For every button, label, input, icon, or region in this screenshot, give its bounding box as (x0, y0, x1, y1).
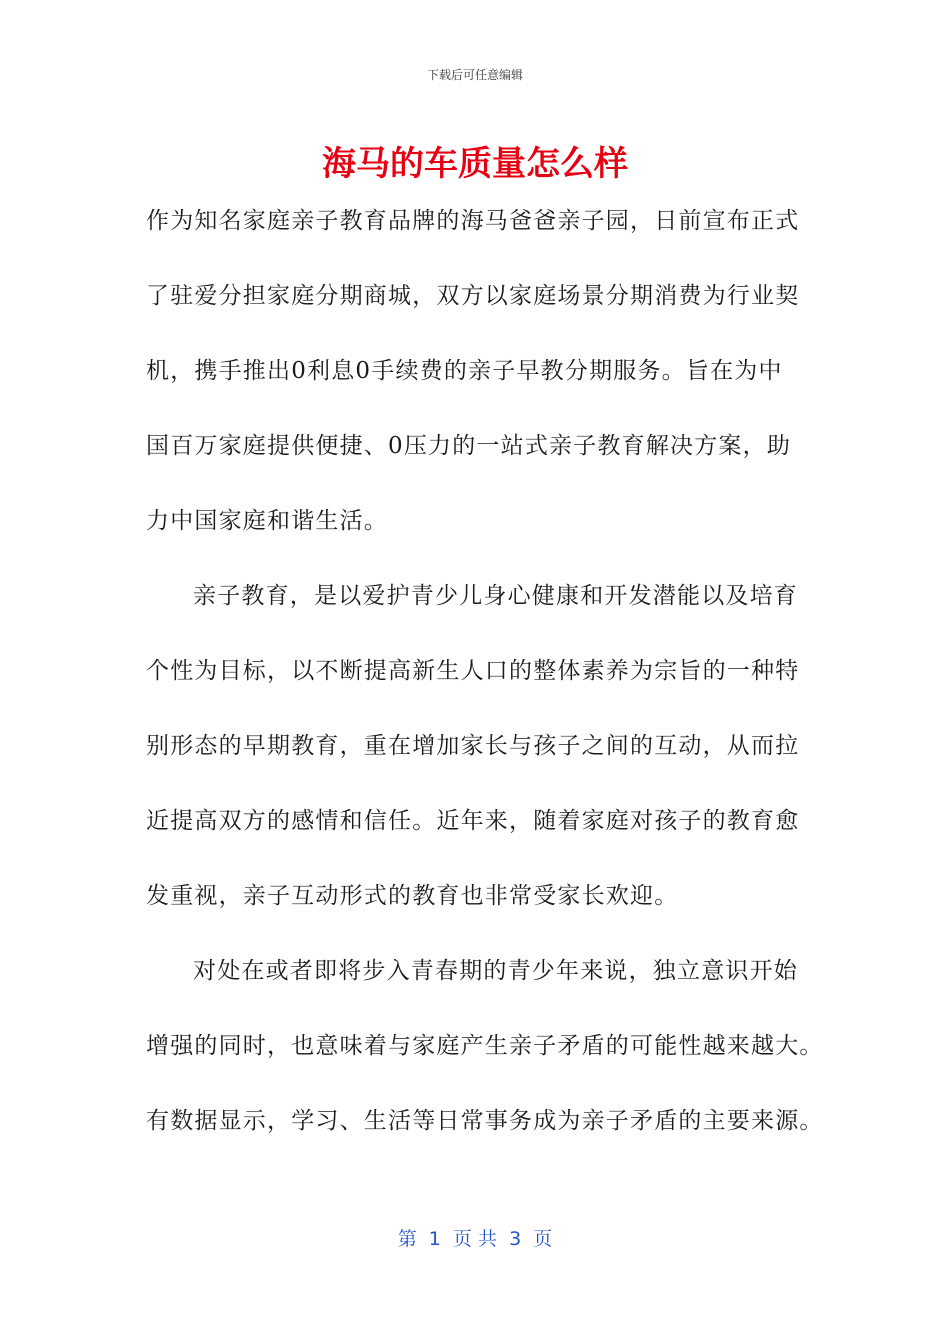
page-title: 海马的车质量怎么样 (322, 144, 628, 184)
paragraph-1-line-1: 作为知名家庭亲子教育品牌的海马爸爸亲子园，日前宣布正式 (146, 208, 800, 234)
paragraph-2-line-2: 个性为目标，以不断提高新生人口的整体素养为宗旨的一种特 (146, 658, 800, 684)
paragraph-1-line-3: 机，携手推出0利息0手续费的亲子早教分期服务。旨在为中 (146, 358, 783, 384)
paragraph-2-line-3: 别形态的早期教育，重在增加家长与孩子之间的互动，从而拉 (146, 733, 800, 759)
paragraph-3-line-2: 增强的同时，也意味着与家庭产生亲子矛盾的可能性越来越大。 (146, 1033, 824, 1059)
paragraph-1-line-5: 力中国家庭和谐生活。 (146, 508, 388, 534)
paragraph-3-line-3: 有数据显示，学习、生活等日常事务成为亲子矛盾的主要来源。 (146, 1108, 824, 1134)
paragraph-2-line-1: 亲子教育，是以爱护青少儿身心健康和开发潜能以及培育 (193, 583, 798, 609)
header-note: 下载后可任意编辑 (426, 68, 523, 82)
paragraph-3-line-1: 对处在或者即将步入青春期的青少年来说，独立意识开始 (193, 958, 798, 984)
paragraph-1-line-4: 国百万家庭提供便捷、0压力的一站式亲子教育解决方案，助 (146, 433, 792, 459)
page-number-footer: 第 1 页 共 3 页 (397, 1228, 553, 1250)
paragraph-1-line-2: 了驻爱分担家庭分期商城，双方以家庭场景分期消费为行业契 (146, 283, 800, 309)
paragraph-2-line-5: 发重视，亲子互动形式的教育也非常受家长欢迎。 (146, 883, 679, 909)
paragraph-2-line-4: 近提高双方的感情和信任。近年来，随着家庭对孩子的教育愈 (146, 808, 800, 834)
